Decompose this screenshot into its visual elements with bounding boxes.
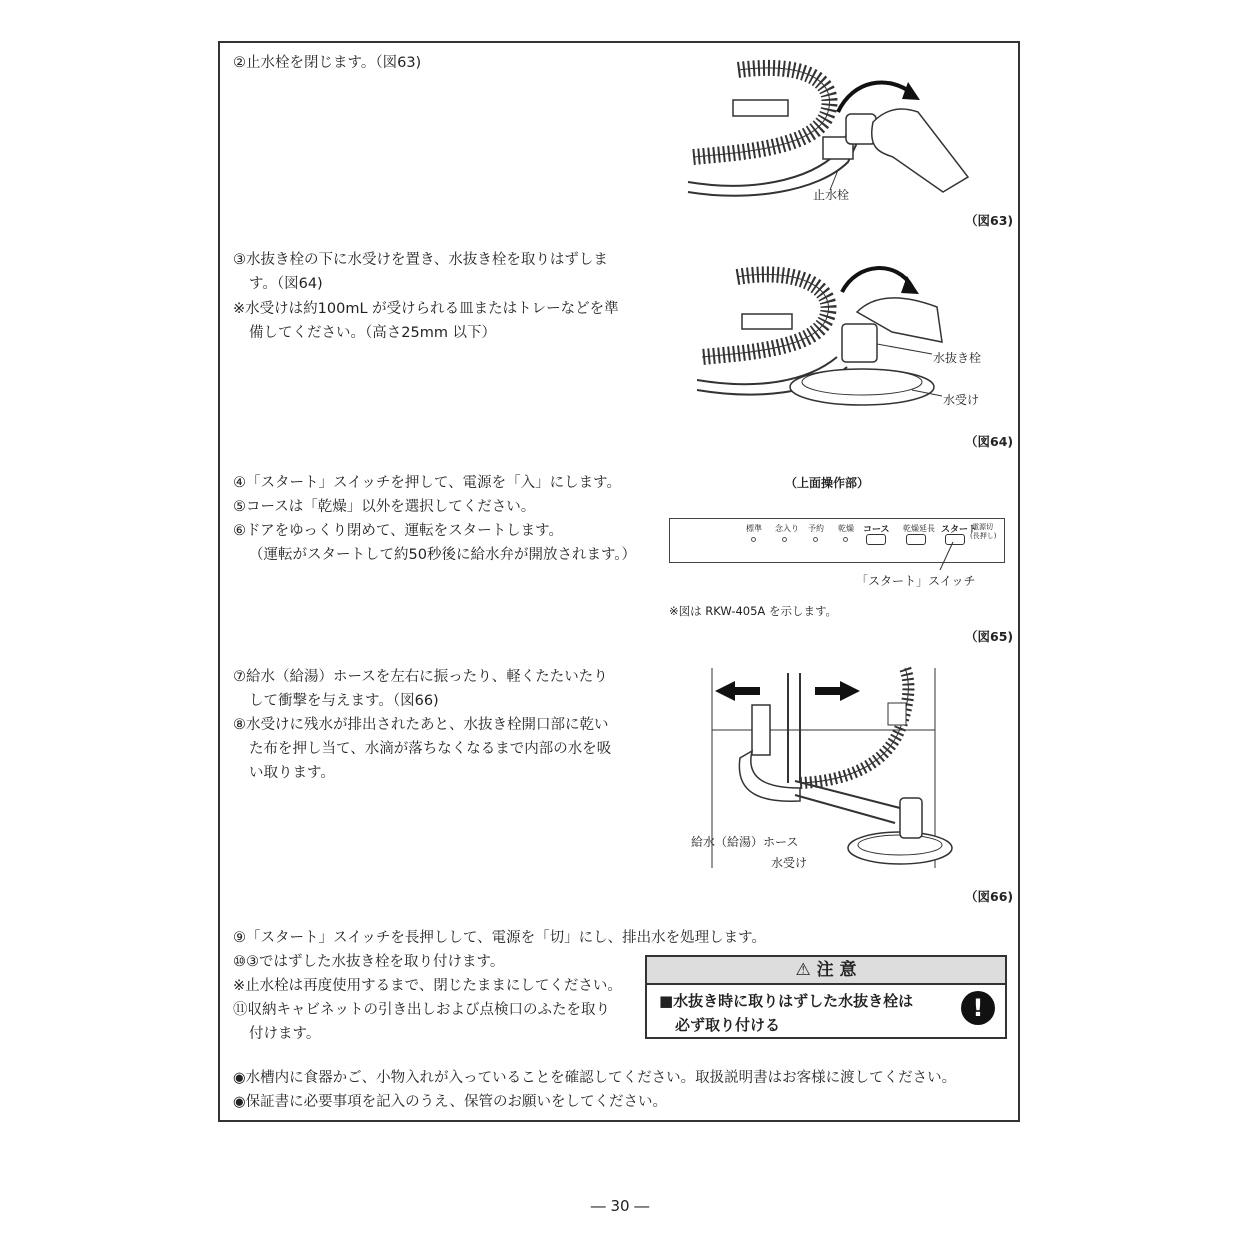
fig63-valve-label: 止水栓 xyxy=(813,188,850,202)
fig63-caption: （図63) xyxy=(965,213,1014,228)
caution-header xyxy=(647,957,1005,985)
step-11-line1: ⑪収納キャビネットの引き出しおよび点検口のふたを取り xyxy=(233,1002,610,1018)
panel-label-dry: 乾燥 xyxy=(838,524,854,533)
step-8-line2: た布を押し当て、水滴が落ちなくなるまで内部の水を吸 xyxy=(249,741,612,757)
fig66-tray-label: 水受け xyxy=(771,856,808,870)
panel-label-prerinse: 念入り xyxy=(775,524,799,533)
fig66-hose-label: 給水（給湯）ホース xyxy=(691,835,799,849)
fig66-caption: （図66) xyxy=(965,889,1014,904)
fig64-tray-label: 水受け xyxy=(943,393,980,407)
step-10-note: ※止水栓は再度使用するまで、閉じたままにしてください。 xyxy=(233,978,622,994)
step-6: ⑥ドアをゆっくり閉めて、運転をスタートします。 xyxy=(233,523,563,539)
step-7-line1: ⑦給水（給湯）ホースを左右に振ったり、軽くたたいたり xyxy=(233,669,608,685)
caution-box xyxy=(645,955,1007,1039)
panel-label-power-l1: 電源切 xyxy=(972,523,993,531)
panel-label-course: コース xyxy=(863,525,890,535)
step-3-line1: ③水抜き栓の下に水受けを置き、水抜き栓を取りはずしま xyxy=(233,252,608,268)
panel-label-standard: 標準 xyxy=(746,524,762,533)
panel-led-dry xyxy=(843,537,848,542)
panel-led-timer xyxy=(813,537,818,542)
step-3-note-line2: 備してください。（高さ25mm 以下） xyxy=(249,325,497,341)
panel-label-timer: 予約 xyxy=(808,524,824,533)
panel-label-dry-ext: 乾燥延長 xyxy=(903,524,935,533)
start-switch-leader-line xyxy=(880,540,960,575)
caution-line2: 必ず取り付ける xyxy=(675,1016,781,1034)
page-number: ― 30 ― xyxy=(590,1197,650,1215)
step-4: ④「スタート」スイッチを押して、電源を「入」にします。 xyxy=(233,475,621,491)
step-8-line1: ⑧水受けに残水が排出されたあと、水抜き栓開口部に乾い xyxy=(233,717,609,733)
bullet-1: ◉水槽内に食器かご、小物入れが入っていることを確認してください。取扱説明書はお客様に渡してください。 xyxy=(233,1070,957,1086)
step-3-line2: す。（図64) xyxy=(249,276,323,292)
fig64-drain-label: 水抜き栓 xyxy=(933,351,982,365)
step-5: ⑤コースは「乾燥」以外を選択してください。 xyxy=(233,499,536,515)
figure-63-illustration xyxy=(688,52,988,207)
step-8-line3: い取ります。 xyxy=(249,765,335,781)
figure-64-illustration xyxy=(697,262,947,422)
bullet-2: ◉保証書に必要事項を記入のうえ、保管のお願いをしてください。 xyxy=(233,1094,668,1110)
step-3-note-line1: ※水受けは約100mL が受けられる皿またはトレーなどを準 xyxy=(233,301,619,317)
panel-label-power-l2: (長押し) xyxy=(970,532,997,540)
fig64-caption: （図64) xyxy=(965,434,1014,449)
fig65-title: （上面操作部） xyxy=(785,476,870,490)
step-6-note: （運転がスタートして約50秒後に給水弁が開放されます。） xyxy=(249,547,637,563)
caution-title: 注 意 xyxy=(816,960,857,980)
caution-line1: ■水抜き時に取りはずした水抜き栓は xyxy=(659,992,914,1010)
step-9: ⑨「スタート」スイッチを長押しして、電源を「切」にし、排出水を処理します。 xyxy=(233,930,766,946)
step-10: ⑩③ではずした水抜き栓を取り付けます。 xyxy=(233,954,505,970)
fig65-caption: （図65) xyxy=(965,629,1014,644)
warning-triangle-icon: ⚠ xyxy=(795,960,811,980)
exclamation-icon: ! xyxy=(961,991,995,1025)
fig65-switch-label: 「スタート」スイッチ xyxy=(856,574,976,588)
fig65-note: ※図は RKW-405A を示します。 xyxy=(669,604,838,618)
step-7-line2: して衝撃を与えます。（図66) xyxy=(249,693,439,709)
panel-led-standard xyxy=(751,537,756,542)
caution-text xyxy=(659,989,913,1037)
panel-led-prerinse xyxy=(782,537,787,542)
step-2: ②止水栓を閉じます。（図63) xyxy=(233,55,422,71)
step-11-line2: 付けます。 xyxy=(249,1026,321,1042)
panel-label-start: スタート xyxy=(941,525,978,535)
